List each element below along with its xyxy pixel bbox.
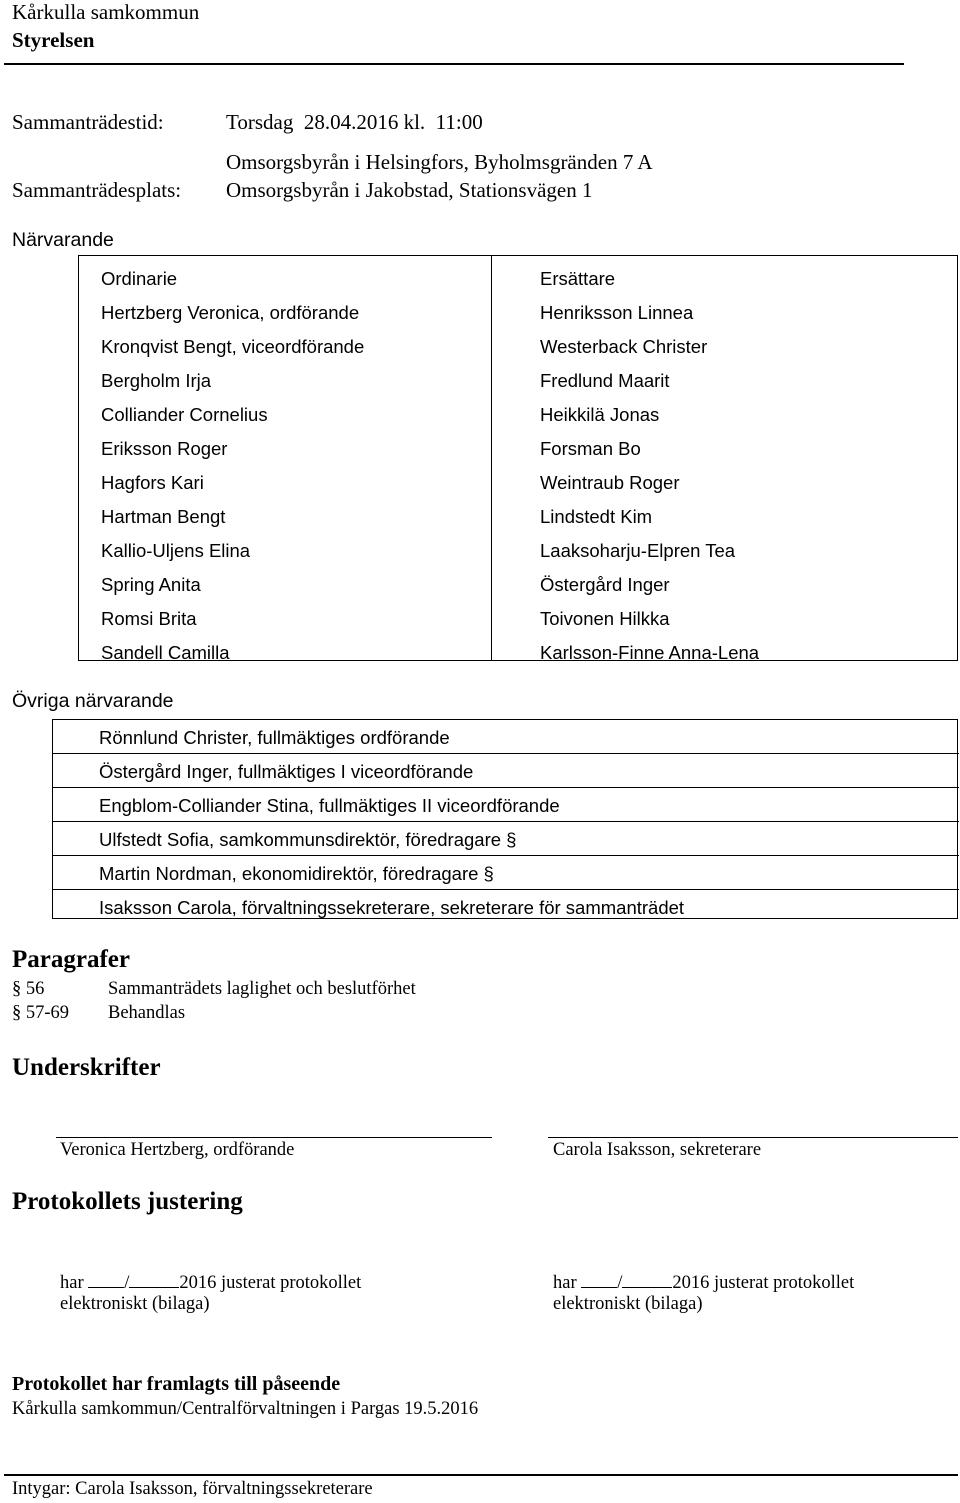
- ordinary-member: Kallio-Uljens Elina: [101, 540, 251, 561]
- adjustment-slash: /: [124, 1273, 130, 1293]
- board-name: Styrelsen: [12, 28, 95, 52]
- meeting-place-line1: Omsorgsbyrån i Helsingfors, Byholmsgränden 7 A: [226, 150, 653, 174]
- others-title: Övriga närvarande: [12, 690, 174, 712]
- substitute-member: Forsman Bo: [540, 438, 641, 459]
- ordinary-column: [101, 262, 364, 670]
- other-attendee: Engblom-Colliander Stina, fullmäktiges II viceordförande: [99, 795, 560, 816]
- attendance-divider: [491, 256, 492, 660]
- attestation: Intygar: Carola Isaksson, förvaltningssekreterare: [12, 1479, 373, 1499]
- ordinary-member: Colliander Cornelius: [101, 404, 268, 425]
- meeting-time-value: Torsdag 28.04.2016 kl. 11:00: [226, 110, 483, 134]
- paragraph-number: § 57-69: [12, 1003, 70, 1023]
- substitute-member: Henriksson Linnea: [540, 302, 694, 323]
- other-attendee: Isaksson Carola, förvaltningssekreterare, sekreterare för sammanträdet: [99, 897, 685, 918]
- adjustment-slash: /: [617, 1273, 623, 1293]
- month-blank: [129, 1269, 179, 1288]
- ordinary-member: Hagfors Kari: [101, 472, 204, 493]
- paragraph-text: Sammanträdets laglighet och beslutförhet: [108, 979, 416, 999]
- other-attendee: Rönnlund Christer, fullmäktiges ordförande: [99, 727, 450, 748]
- ordinary-member: Hartman Bengt: [101, 506, 226, 527]
- ordinary-member: Kronqvist Bengt, viceordförande: [101, 336, 365, 357]
- meeting-place-label: Sammanträdesplats:: [12, 178, 182, 202]
- substitute-member: Karlsson-Finne Anna-Lena: [540, 642, 760, 663]
- substitute-member: Toivonen Hilkka: [540, 608, 670, 629]
- adjustment-right-line2: elektroniskt (bilaga): [553, 1294, 703, 1314]
- meeting-place-line2: Omsorgsbyrån i Jakobstad, Stationsvägen 1: [226, 178, 593, 202]
- month-blank: [622, 1269, 672, 1288]
- org-name: Kårkulla samkommun: [12, 0, 200, 24]
- day-blank: [88, 1269, 124, 1288]
- adjustment-left: [60, 1269, 361, 1294]
- publication-text: Kårkulla samkommun/Centralförvaltningen i Pargas 19.5.2016: [12, 1399, 479, 1419]
- substitute-member: Heikkilä Jonas: [540, 404, 660, 425]
- header-rule: [4, 63, 904, 65]
- meeting-time-label: Sammanträdestid:: [12, 110, 164, 134]
- adjustment-har: har: [60, 1273, 84, 1293]
- substitute-member: Lindstedt Kim: [540, 506, 653, 527]
- adjustment-rest: 2016 justerat protokollet: [672, 1273, 855, 1293]
- adjustment-har: har: [553, 1273, 577, 1293]
- ordinary-member: Hertzberg Veronica, ordförande: [101, 302, 360, 323]
- ordinary-member: Eriksson Roger: [101, 438, 228, 459]
- ordinary-member: Sandell Camilla: [101, 642, 230, 663]
- footer-rule: [4, 1474, 958, 1476]
- publication-title: Protokollet har framlagts till påseende: [12, 1373, 341, 1395]
- substitute-member: Westerback Christer: [540, 336, 708, 357]
- ordinary-header: Ordinarie: [101, 268, 178, 289]
- signatures-title: Underskrifter: [12, 1054, 161, 1081]
- day-blank: [581, 1269, 617, 1288]
- paragraphs-title: Paragrafer: [12, 946, 130, 973]
- signature-line-left: [56, 1137, 492, 1138]
- ordinary-member: Romsi Brita: [101, 608, 197, 629]
- signature-chair: Veronica Hertzberg, ordförande: [60, 1140, 295, 1160]
- ordinary-member: Spring Anita: [101, 574, 201, 595]
- substitute-member: Weintraub Roger: [540, 472, 680, 493]
- paragraph-number: § 56: [12, 979, 45, 999]
- substitute-member: Laaksoharju-Elpren Tea: [540, 540, 736, 561]
- signature-secretary: Carola Isaksson, sekreterare: [553, 1140, 762, 1160]
- other-attendee: Ulfstedt Sofia, samkommunsdirektör, föredragare §: [99, 829, 517, 850]
- attendance-table: [78, 255, 958, 661]
- substitute-member: Fredlund Maarit: [540, 370, 670, 391]
- other-attendee: Martin Nordman, ekonomidirektör, föredragare §: [99, 863, 494, 884]
- signature-line-right: [548, 1137, 958, 1138]
- substitute-member: Östergård Inger: [540, 574, 670, 595]
- ordinary-member: Bergholm Irja: [101, 370, 212, 391]
- adjustment-left-line2: elektroniskt (bilaga): [60, 1294, 210, 1314]
- other-attendee: Östergård Inger, fullmäktiges I viceordförande: [99, 761, 474, 782]
- substitute-header: Ersättare: [540, 268, 616, 289]
- paragraph-text: Behandlas: [108, 1003, 186, 1023]
- attendance-title: Närvarande: [12, 229, 114, 251]
- substitute-column: [540, 262, 759, 670]
- adjustment-right: [553, 1269, 854, 1294]
- adjustment-rest: 2016 justerat protokollet: [179, 1273, 362, 1293]
- adjustment-title: Protokollets justering: [12, 1188, 243, 1215]
- others-table: [52, 719, 958, 919]
